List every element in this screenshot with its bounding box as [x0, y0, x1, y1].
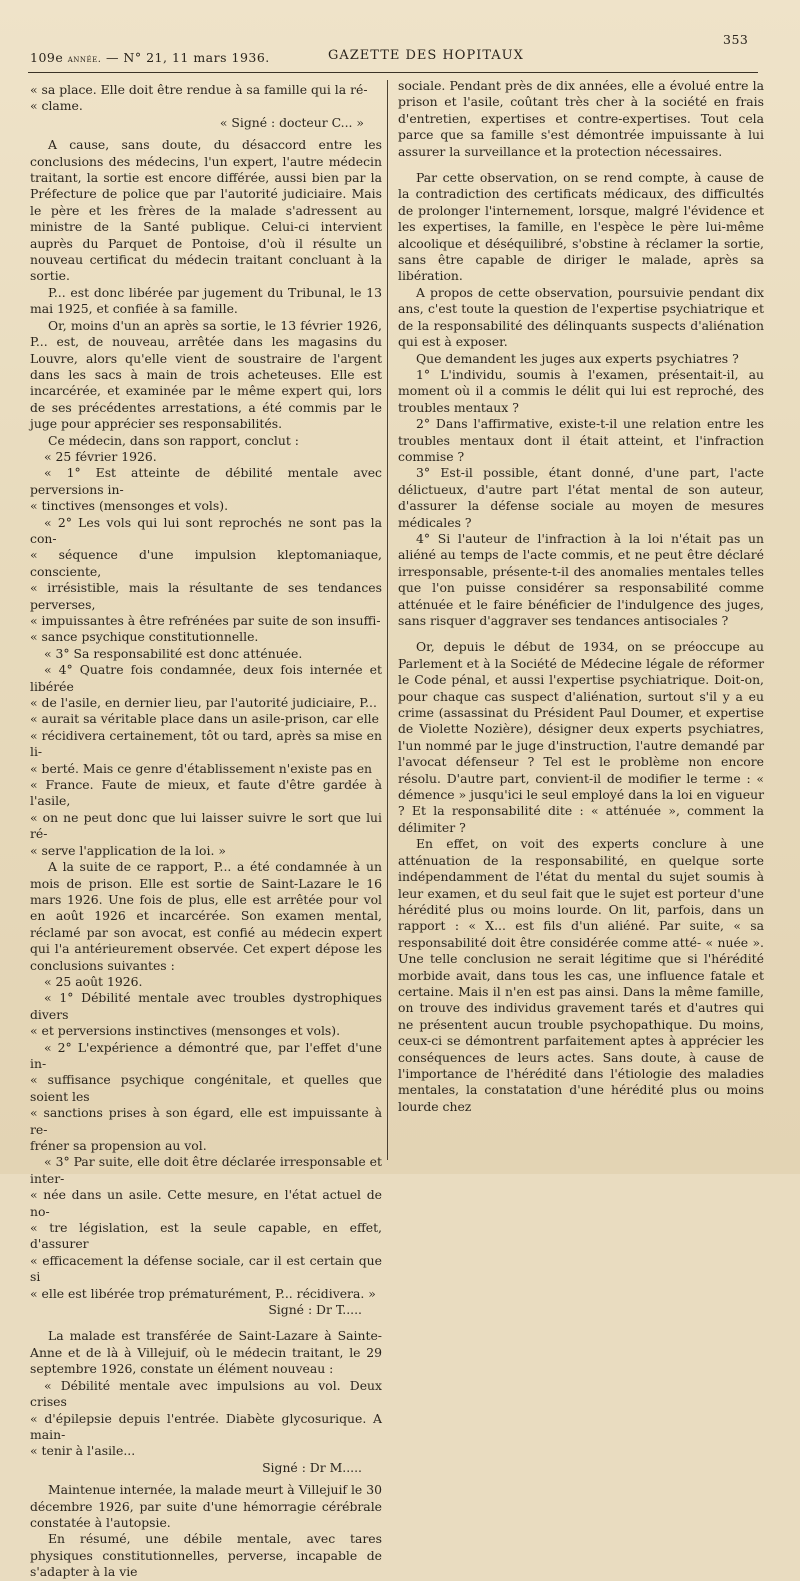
paragraph: « 25 août 1926. — [44, 973, 143, 989]
paragraph: 3° Est-il possible, étant donné, d'une part, l'acte délictueux, d'autre part l'état mental de son auteur, d'assurer la défense sociale au moyen de mesures médicales ? — [398, 465, 764, 530]
paragraph: « 1° Débilité mentale avec troubles dystrophiques divers — [30, 990, 382, 1022]
paragraph: Or, depuis le début de 1934, on se préoccupe au Parlement et à la Société de Médecine légale de réformer le Code pénal, et aussi l'expertise psychiatrique. Doit-on, pour chaque cas suspect d'aliénation, surtout s'il y a eu crime (assassinat du Président Paul Doumer, et expertise de Violette Nozière), désigner deux experts psychiatres, l'un nommé par le juge d'instruction, l'autre demandé par l'avocat défenseur ? Tel est le problème non encore résolu. D'autre part, convient-il de modifier le terme : « démence » jusqu'ici le seul employé dans la loi en vigueur ? Et la responsabilité dite : « atténuée », comment la délimiter ? — [398, 639, 764, 835]
paragraph: « impuissantes à être refrénées par suite de son insuffi- — [30, 613, 381, 628]
paragraph: sociale. Pendant près de dix années, elle a évolué entre la prison et l'asile, coûtant très cher à la société en frais d'entretien, expertises et contre-expertises. Tout cela parce que sa famille s'est démontrée impuissante à lui assurer la surveillance et la protection nécessaires. — [398, 78, 764, 159]
paragraph: A cause, sans doute, du désaccord entre les conclusions des médecins, l'un expert, l'autre médecin traitant, la sortie est encore différée, aussi bien par la Préfecture de police que par l'autorité judiciaire. Mais le père et les frères de la malade s'adressent au ministre de la Santé publique. Celui-ci intervient auprès du Parquet de Pontoise, d'où il résulte un nouveau certificat du médecin traitant concluant à la sortie. — [30, 137, 382, 284]
paragraph: Signé : Dr M..... — [262, 1459, 362, 1475]
paragraph: « aurait sa véritable place dans un asile-prison, car elle — [30, 711, 379, 727]
paragraph: « elle est libérée trop prématurément, P... récidivera. » — [30, 1285, 376, 1301]
paragraph: « tenir à l'asile... — [30, 1443, 136, 1459]
paragraph: Maintenue internée, la malade meurt à Villejuif le 30 décembre 1926, par suite d'une hémorragie cérébrale constatée à l'autopsie. — [30, 1482, 382, 1530]
right-column — [398, 78, 764, 1115]
paragraph: « et perversions instinctives (mensonges et vols). — [30, 1023, 341, 1039]
paragraph: « serve l'application de la loi. » — [30, 842, 226, 858]
edition-number: 109e — [30, 50, 64, 65]
paragraph: « 3° Sa responsabilité est donc atténuée. — [44, 645, 303, 661]
paragraph: En effet, on voit des experts conclure à une atténuation de la responsabilité, en quelque sorte indépendamment de l'état du mental du sujet soumis à leur examen, et du seul fait que le sujet est porteur d'une hérédité plus ou moins lourde. On lit, parfois, dans un rapport : « X... est fils d'un aliéné. Par suite, « sa responsabilité doit être considérée comme atté- « nuée ». Une telle conclusion ne serait légitime que si l'hérédité morbide avait, dans tous les cas, une influence fatale et certaine. Mais il n'en est pas ainsi. Dans la même famille, on trouve des individus gravement tarés et d'autres qui ne présentent aucun trouble psychopathique. Du moins, ceux-ci se démontrent parfaitement aptes à apprécier les conséquences de leurs actes. Sans doute, à cause de l'importance de l'hérédité dans l'étiologie des maladies mentales, la constatation d'une hérédité plus ou moins lourde chez — [398, 836, 764, 1114]
paragraph: « 2° Les vols qui lui sont reprochés ne sont pas la con- — [30, 514, 382, 546]
paragraph: « séquence d'une impulsion kleptomaniaque, consciente, — [30, 547, 382, 579]
column-divider — [387, 80, 388, 1160]
paragraph: « 3° Par suite, elle doit être déclarée irresponsable et inter- — [30, 1154, 382, 1186]
paragraph: Que demandent les juges aux experts psychiatres ? — [416, 350, 739, 366]
paragraph: « récidivera certainement, tôt ou tard, après sa mise en li- — [30, 727, 382, 760]
paragraph: « clame. — [30, 98, 83, 114]
paragraph: « 4° Quatre fois condamnée, deux fois internée et libérée — [30, 662, 382, 694]
paragraph: « sanctions prises à son égard, elle est impuissante à re- — [30, 1105, 382, 1137]
page-number: 353 — [723, 32, 749, 47]
paragraph: « berté. Mais ce genre d'établissement n'existe pas en — [30, 760, 373, 776]
paragraph: « 25 février 1926. — [44, 448, 157, 464]
paragraph: « tre législation, est la seule capable, en effet, d'assurer — [30, 1220, 382, 1252]
paragraph: « irrésistible, mais la résultante de ses tendances perverses, — [30, 580, 382, 612]
paragraph: Signé : Dr T..... — [268, 1302, 362, 1318]
paragraph: P... est donc libérée par jugement du Tribunal, le 13 mai 1925, et confiée à sa famille. — [30, 284, 382, 317]
paragraph: A propos de cette observation, poursuivie pendant dix ans, c'est toute la question de l'expertise psychiatrique et de la responsabilité des délinquants suspects d'aliénation qui est à exposer. — [398, 284, 764, 350]
paragraph: « suffisance psychique congénitale, et quelles que soient les — [30, 1072, 382, 1104]
paragraph: « d'épilepsie depuis l'entrée. Diabète glycosurique. A main- — [30, 1410, 382, 1442]
paragraph: Par cette observation, on se rend compte, à cause de la contradiction des certificats médicaux, des difficultés de prolonger l'internement, lorsque, malgré l'évidence et les expertises, la famille, en l'espèce le père lui-même alcoolique et déséquilibré, s'obstine à réclamer la sortie, sans être capable de diriger le malade, après sa libération. — [398, 170, 764, 284]
paragraph: « on ne peut donc que lui laisser suivre le sort que lui ré- — [30, 809, 382, 842]
paragraph: Or, moins d'un an après sa sortie, le 13 février 1926, P... est, de nouveau, arrêtée dans les magasins du Louvre, alors qu'elle vient de soustraire de l'argent dans les sacs à main de trois acheteuses. Elle est incarcérée, et examinée par le même expert qui, lors de ses précédentes arrestations, a été commis par le juge pour apprécier ses responsabilités. — [30, 317, 382, 432]
left-column — [30, 82, 382, 1581]
issue-date: — N° 21, 11 mars 1936. — [105, 50, 270, 65]
paragraph: « Signé : docteur C... » — [219, 114, 364, 130]
paragraph: « tinctives (mensonges et vols). — [30, 498, 229, 514]
paragraph: Ce médecin, dans son rapport, conclut : — [48, 432, 299, 448]
paragraph: A la suite de ce rapport, P... a été condamnée à un mois de prison. Elle est sortie de Saint-Lazare le 16 mars 1926. Une fois de plus, elle est arrêtée pour vol en août 1926 et incarcérée. Son examen mental, réclamé par son avocat, est confié au médecin expert qui l'a antérieurement observée. Cet expert dépose les conclusions suivantes : — [30, 859, 382, 973]
page-header — [30, 32, 750, 68]
paragraph: En résumé, une débile mentale, avec tares physiques constitutionnelles, perverse, incapable de s'adapter à la vie — [30, 1531, 382, 1580]
paragraph: « efficacement la défense sociale, car il est certain que si — [30, 1252, 382, 1285]
paragraph: « sa place. Elle doit être rendue à sa famille qui la ré- — [30, 82, 368, 97]
paragraph: « Débilité mentale avec impulsions au vol. Deux crises — [30, 1377, 382, 1410]
issue-info — [30, 50, 270, 65]
header-rule — [28, 72, 758, 74]
paragraph: « sance psychique constitutionnelle. — [30, 629, 259, 645]
paragraph: « 2° L'expérience a démontré que, par l'effet d'une in- — [30, 1039, 382, 1071]
paragraph: 2° Dans l'affirmative, existe-t-il une relation entre les troubles mentaux dont il était atteint, et l'infraction commise ? — [398, 416, 764, 464]
journal-title: GAZETTE DES HOPITAUX — [328, 48, 524, 63]
paragraph: « 1° Est atteinte de débilité mentale avec perversions in- — [30, 465, 382, 497]
paragraph: 4° Si l'auteur de l'infraction à la loi n'était pas un aliéné au temps de l'acte commis, et ne peut être déclaré irresponsable, présente-t-il des anomalies mentales telles que l'on puisse considérer sa responsabilité comme atténuée et le faire bénéficier de l'indulgence des juges, sans risquer d'aggraver ses tendances antisociales ? — [398, 530, 764, 628]
paragraph: fréner sa propension au vol. — [30, 1138, 207, 1153]
paragraph: « née dans un asile. Cette mesure, en l'état actuel de no- — [30, 1187, 382, 1219]
paragraph: « de l'asile, en dernier lieu, par l'autorité judiciaire, P... — [30, 695, 377, 711]
edition-label: année. — [67, 54, 102, 65]
paragraph: La malade est transférée de Saint-Lazare à Sainte-Anne et de là à Villejuif, où le médecin traitant, le 29 septembre 1926, constate un élément nouveau : — [30, 1328, 382, 1377]
paragraph: 1° L'individu, soumis à l'examen, présentait-il, au moment où il a commis le délit qui lui est reproché, des troubles mentaux ? — [398, 366, 764, 415]
paragraph: « France. Faute de mieux, et faute d'être gardée à l'asile, — [30, 777, 382, 809]
